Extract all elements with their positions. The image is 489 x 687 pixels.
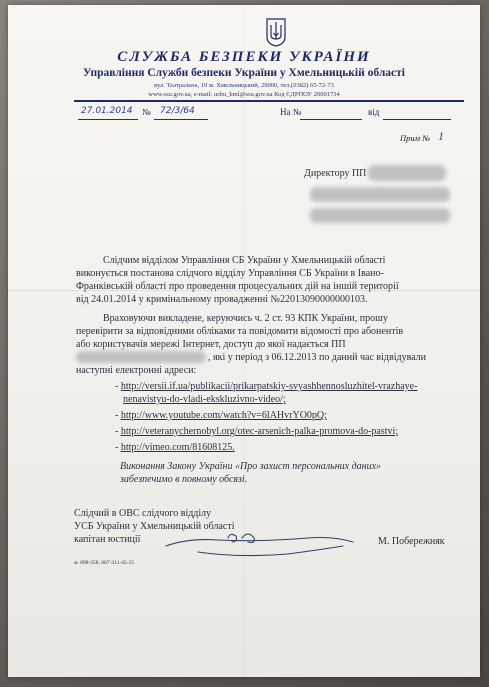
copy-label: Прим № (400, 133, 431, 143)
letter-page (8, 5, 480, 677)
contact-phones: м. 098-358, 067-311-45-15 (74, 560, 135, 566)
org-subtitle: Управління Служби безпеки України у Хмельницькій області (83, 67, 405, 79)
outgoing-number: 72/3/64 (160, 106, 195, 116)
url-item[interactable]: - http://vimeo.com/81608125. (115, 442, 235, 453)
url-item[interactable]: - http://veteranychernobyl.org/otec-arsenich-palka-promova-do-pastvi; (115, 426, 399, 437)
signer-unit: УСБ України у Хмельницькій області (74, 521, 235, 532)
body-line: від 24.01.2014 у кримінальному провадженні №22013090000000103. (76, 294, 368, 305)
url-item-continued[interactable] (123, 394, 286, 405)
body-line: або користувачів мережі Інтернет, доступ до якої надається ПП (76, 339, 346, 350)
trident-emblem-icon (265, 17, 287, 47)
url-item[interactable]: - http://versii.if.ua/publikacii/prikarpatskiy-svyashhennosluzhitel-vrazhaye- (115, 381, 418, 392)
url-text[interactable]: http://www.youtube.com/watch?v=6lAHvrYO0pQ; (120, 410, 327, 421)
body-line: наступні електронні адреси: (76, 365, 197, 376)
body-line: перевірити за відповідними обліками та повідомити відомості про абонентів (76, 326, 404, 337)
signer-name: М. Побережняк (378, 536, 445, 547)
incoming-date-label: від (368, 107, 380, 117)
number-label: № (142, 107, 151, 117)
body-line: , які у період з 06.12.2013 по даний час відвідували (208, 352, 427, 363)
org-contacts: www.ssu.gov.ua, e-mail: usbu_hml@ssu.gov.ua Код ЄДРПОУ 20001734 (148, 91, 340, 98)
org-address: вул. Театральна, 19 м. Хмельницький, 29000, тел.(0382) 65-72-73 (154, 82, 334, 89)
incoming-date-underline (383, 119, 451, 120)
org-title: СЛУЖБА БЕЗПЕКИ УКРАЇНИ (117, 49, 371, 65)
date-underline (78, 119, 138, 120)
body-line: Слідчим відділом Управління СБ України у Хмельницькій області (103, 255, 386, 266)
outgoing-date: 27.01.2014 (81, 106, 133, 116)
url-text[interactable]: http://vimeo.com/81608125. (120, 442, 235, 453)
addressee: Директору ПП (304, 168, 367, 179)
redacted-company-inline (76, 351, 206, 363)
body-line: Франківській області про проведення процесуальних дій на іншій території (76, 281, 399, 292)
redacted-address-line-2 (310, 208, 450, 223)
body-line: Враховуючи викладене, керуючись ч. 2 ст. 93 КПК України, прошу (103, 313, 388, 324)
incoming-number-label: На № (280, 107, 302, 117)
privacy-law-statement-cont: забезпечимо в повному обсязі. (120, 474, 248, 485)
letterhead-divider (74, 100, 464, 102)
handwritten-signature-icon (158, 508, 358, 568)
privacy-law-statement: Виконання Закону України «Про захист персональних даних» (120, 461, 382, 472)
url-text[interactable]: http://versii.if.ua/publikacii/prikarpatskiy-svyashhennosluzhitel-vrazhaye- (120, 381, 418, 392)
copy-number: 1 (438, 129, 444, 143)
signer-rank: капітан юстиції (74, 534, 141, 545)
number-underline (154, 119, 208, 120)
url-text[interactable]: nenavistyu-do-vladi-ekskluzivno-video/; (123, 394, 286, 405)
redacted-company-name (368, 165, 446, 181)
incoming-number-underline (300, 119, 362, 120)
redacted-address-line-1 (310, 187, 450, 202)
url-item[interactable]: - http://www.youtube.com/watch?v=6lAHvrYO0pQ; (115, 410, 327, 421)
url-text[interactable]: http://veteranychernobyl.org/otec-arsenich-palka-promova-do-pastvi; (120, 426, 399, 437)
body-line: виконується постанова слідчого відділу Управління СБ України в Івано- (76, 268, 384, 279)
signer-position: Слідчий в ОВС слідчого відділу (74, 508, 212, 519)
